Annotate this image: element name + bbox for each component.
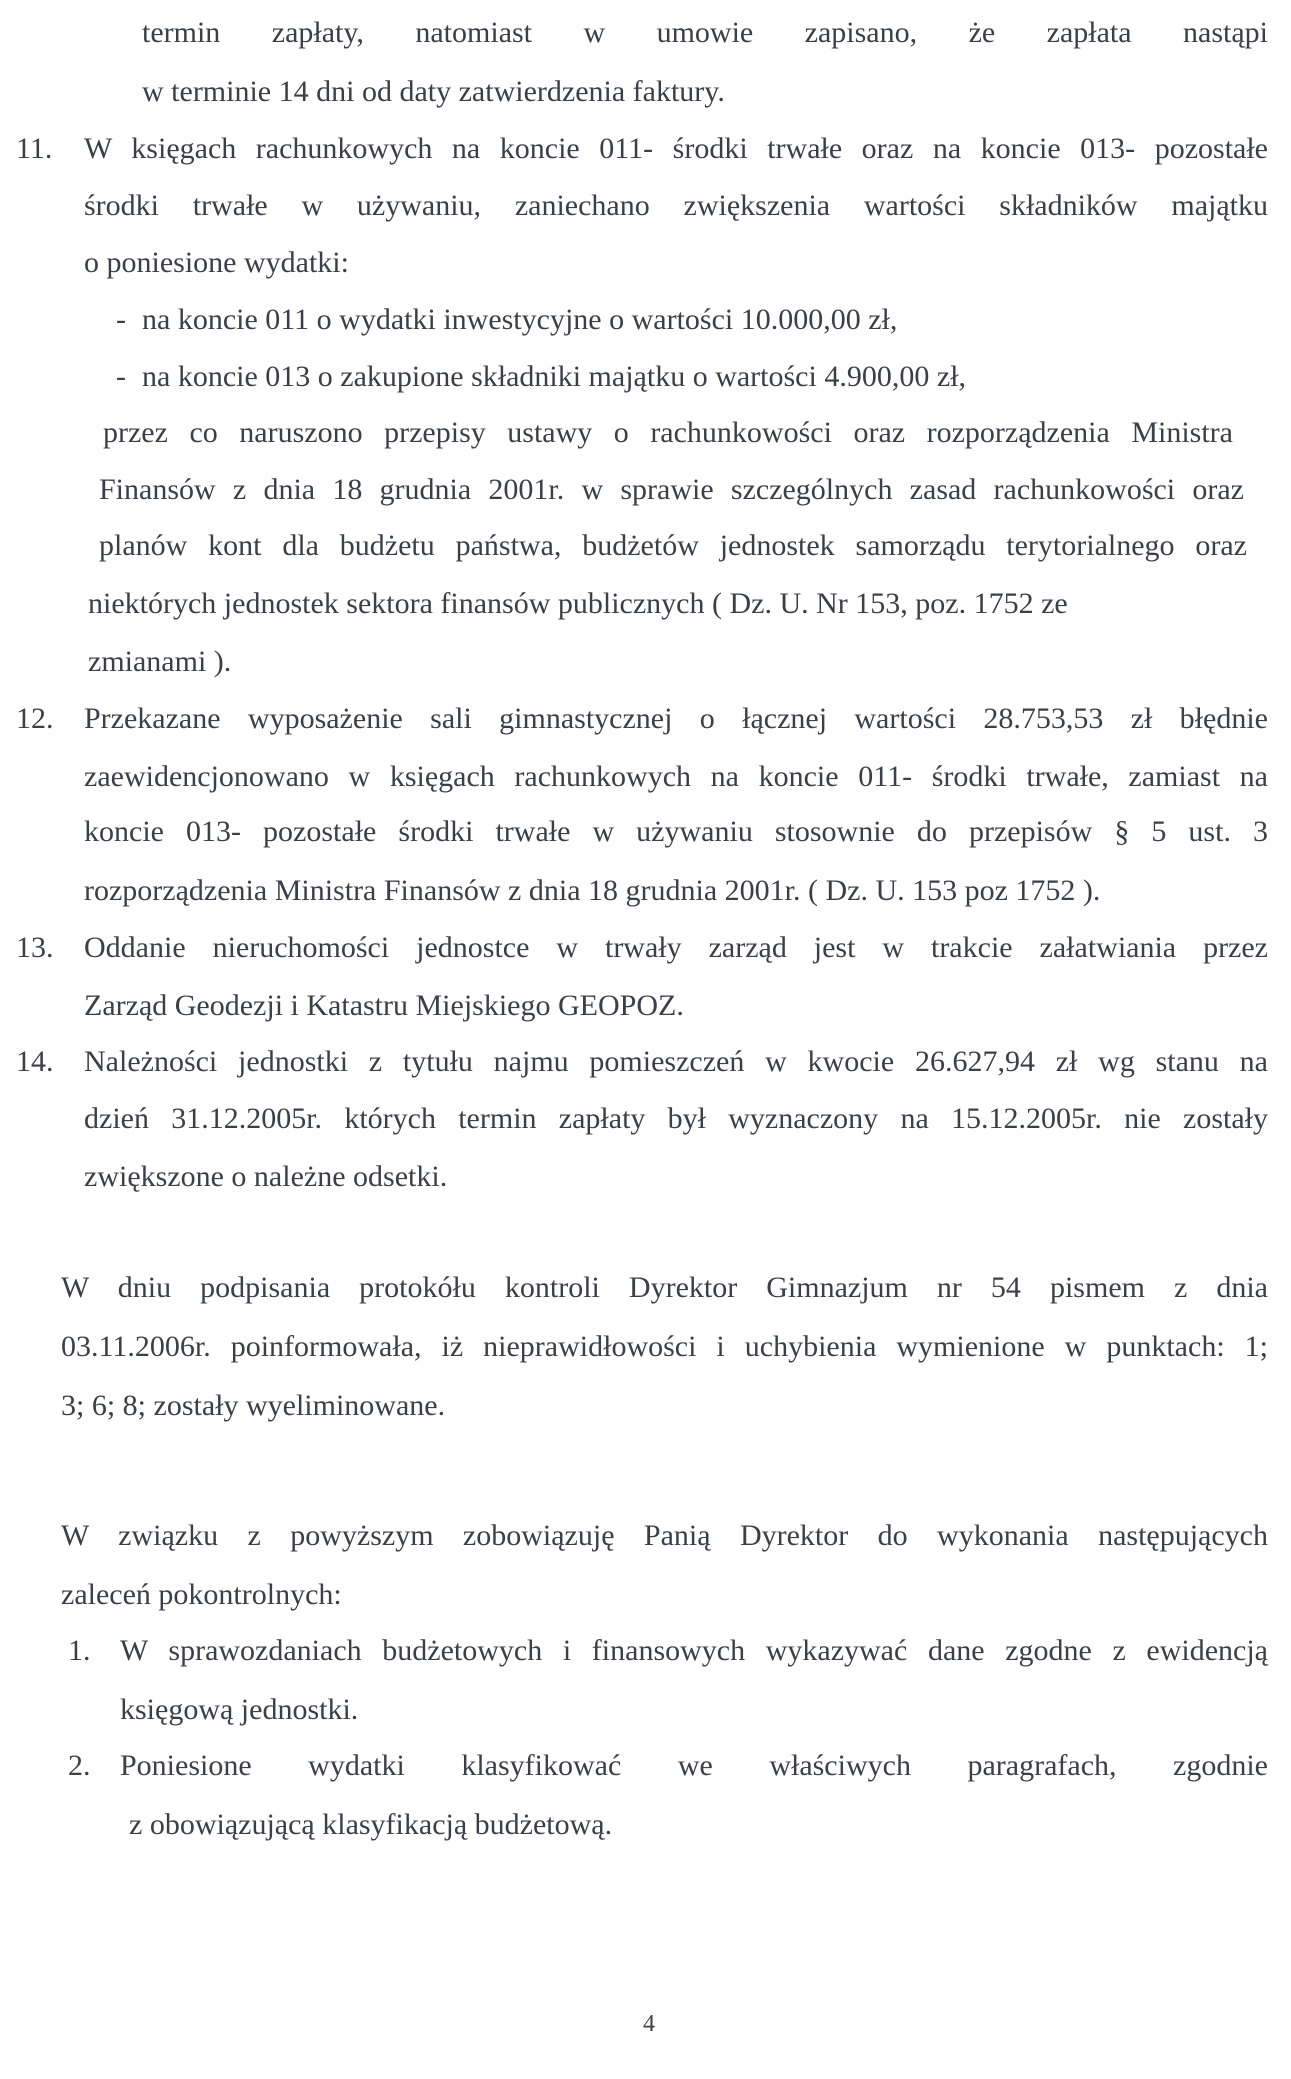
bullet-dash: - [116, 303, 126, 336]
recommendation-number: 2. [68, 1749, 91, 1782]
text-line: Oddanie nieruchomości jednostce w trwały zarząd jest w trakcie załatwiania przez [84, 931, 1268, 964]
item-number: 11. [16, 132, 53, 165]
text-line: Poniesione wydatki klasyfikować we właściwych paragrafach, zgodnie [120, 1749, 1268, 1782]
bullet-dash: - [116, 360, 126, 393]
recommendation-number: 1. [68, 1634, 91, 1667]
text-line: zaleceń pokontrolnych: [61, 1578, 342, 1611]
text-line: Finansów z dnia 18 grudnia 2001r. w sprawie szczególnych zasad rachunkowości oraz [99, 473, 1244, 506]
text-line: Zarząd Geodezji i Katastru Miejskiego GEOPOZ. [84, 989, 684, 1022]
text-line: w terminie 14 dni od daty zatwierdzenia faktury. [142, 75, 725, 108]
text-line: W związku z powyższym zobowiązuję Panią Dyrektor do wykonania następujących [61, 1519, 1268, 1552]
text-line: niektórych jednostek sektora finansów publicznych ( Dz. U. Nr 153, poz. 1752 ze [88, 587, 1068, 620]
item-number: 14. [16, 1045, 54, 1078]
text-line: W dniu podpisania protokółu kontroli Dyrektor Gimnazjum nr 54 pismem z dnia [61, 1271, 1268, 1304]
text-line: koncie 013- pozostałe środki trwałe w używaniu stosownie do przepisów § 5 ust. 3 [84, 815, 1268, 848]
text-line: przez co naruszono przepisy ustawy o rachunkowości oraz rozporządzenia Ministra [103, 416, 1233, 449]
text-line: planów kont dla budżetu państwa, budżetów jednostek samorządu terytorialnego oraz [99, 529, 1247, 562]
page-number: 4 [643, 2011, 655, 2037]
text-line: środki trwałe w używaniu, zaniechano zwiększenia wartości składników majątku [84, 189, 1268, 222]
text-line: z obowiązującą klasyfikacją budżetową. [129, 1808, 613, 1841]
text-line: Przekazane wyposażenie sali gimnastycznej o łącznej wartości 28.753,53 zł błędnie [84, 702, 1268, 735]
text-line: dzień 31.12.2005r. których termin zapłaty był wyznaczony na 15.12.2005r. nie zostały [84, 1102, 1268, 1135]
text-line: Należności jednostki z tytułu najmu pomieszczeń w kwocie 26.627,94 zł wg stanu na [84, 1045, 1268, 1078]
item-number: 12. [16, 702, 54, 735]
text-line: o poniesione wydatki: [84, 246, 349, 279]
bullet-item: na koncie 011 o wydatki inwestycyjne o wartości 10.000,00 zł, [142, 303, 898, 336]
text-line: W sprawozdaniach budżetowych i finansowych wykazywać dane zgodne z ewidencją [120, 1634, 1268, 1667]
item-number: 13. [16, 931, 54, 964]
text-line: zwiększone o należne odsetki. [84, 1160, 448, 1193]
bullet-item: na koncie 013 o zakupione składniki majątku o wartości 4.900,00 zł, [142, 360, 966, 393]
text-line: rozporządzenia Ministra Finansów z dnia 18 grudnia 2001r. ( Dz. U. 153 poz 1752 ). [84, 874, 1101, 907]
text-line: zmianami ). [88, 645, 232, 678]
text-line: termin zapłaty, natomiast w umowie zapisano, że zapłata nastąpi [142, 16, 1268, 49]
text-line: W księgach rachunkowych na koncie 011- środki trwałe oraz na koncie 013- pozostałe [84, 132, 1268, 165]
text-line: księgową jednostki. [120, 1693, 359, 1726]
text-line: 03.11.2006r. poinformowała, iż nieprawidłowości i uchybienia wymienione w punktach: 1; [61, 1330, 1268, 1363]
text-line: zaewidencjonowano w księgach rachunkowych na koncie 011- środki trwałe, zamiast na [84, 760, 1268, 793]
text-line: 3; 6; 8; zostały wyeliminowane. [61, 1389, 446, 1422]
